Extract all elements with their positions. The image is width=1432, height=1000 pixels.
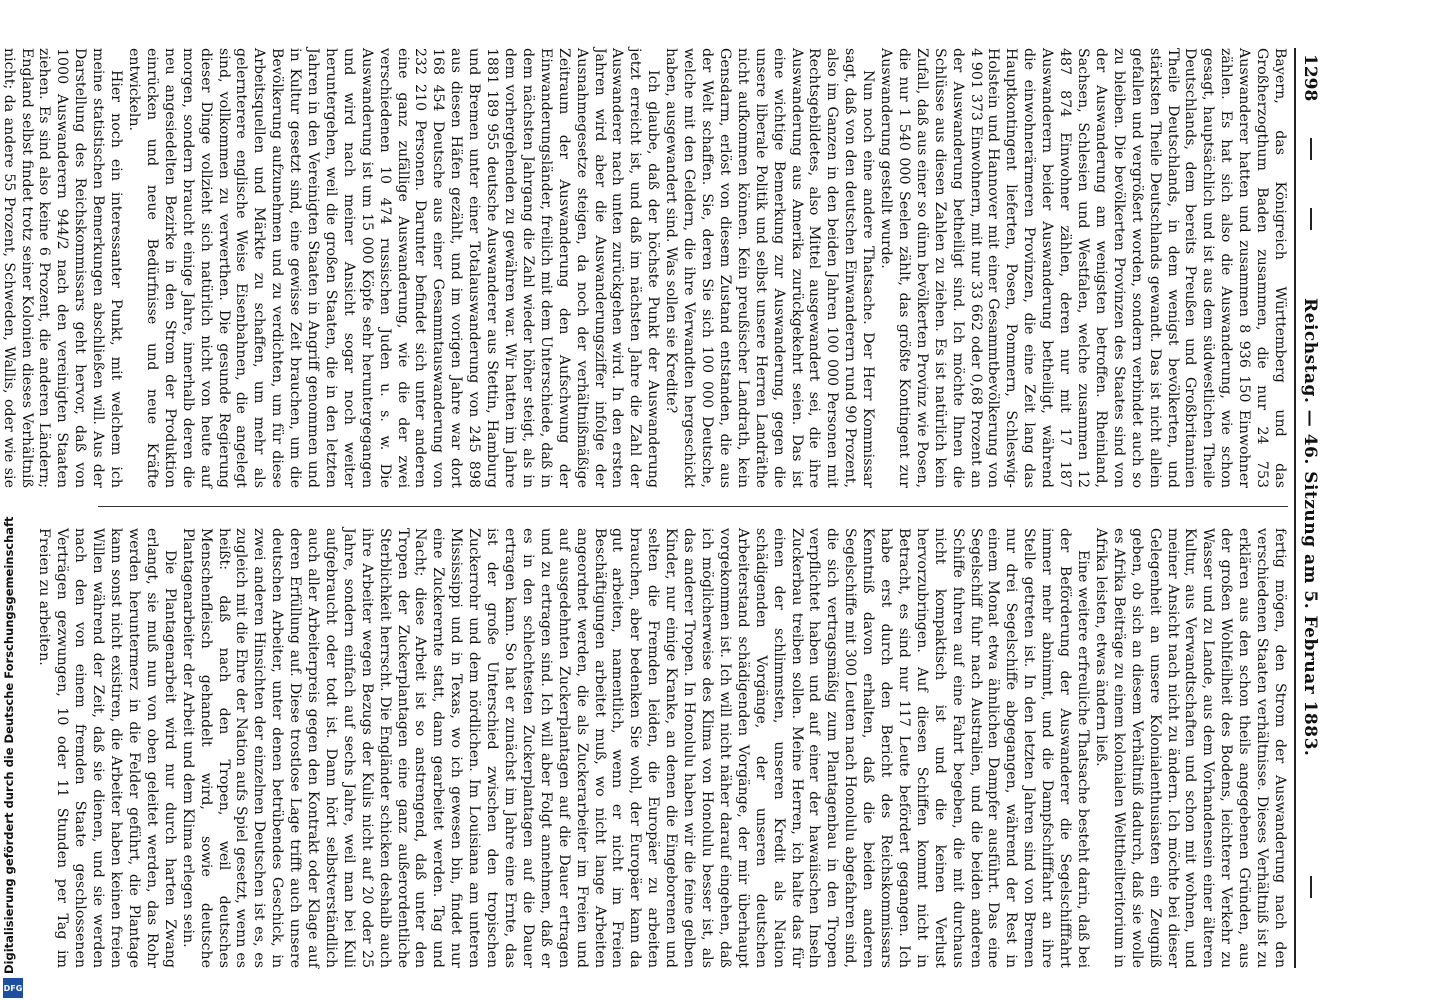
paragraph: Nun noch eine andere Thatsache. Der Herr Kommissar sagt, daß von den deutschen Einwanderern rund 90 Prozent, also im Ganzen in den beiden Jahren 100 000 Personen mit Rechtsgebildetes, also Mittel ausgewandert sei, die ihre Auswanderung aus Amerika zurückgekehrt seien. Das ist eine wichtige Bemerkung zur Auswanderung, gegen die unsere liberale Politik und selbst unsere Herren Landräthe nicht aufkommen können. Kein preußischer Landrath, kein Gensdarm, erlöst von diesem Zustand entstanden, die aus der Welt schaffen. Sie, deren Sie sich 100 000 Deutsche, welche mit den Geldern, die ihre Verwandten hergeschickt haben, ausgewandert sind. Was sollen sie Kredite?	[663, 48, 877, 488]
left-column	[0, 48, 1288, 488]
credit-text: Digitalisierung gefördert durch die Deutsche Forschungsgemeinschaft	[2, 516, 16, 974]
header-dash	[1310, 876, 1312, 898]
credit-strip	[0, 0, 26, 1000]
header-dash	[1310, 138, 1312, 160]
header-dash	[1310, 208, 1312, 230]
right-column	[36, 528, 1288, 968]
paragraph: Bayern, das Königreich Württemberg und das Großherzogthum Baden zusammen, die nur 24 753 Auswanderer hatten und zusammen 8 936 150 Einwohner zählen. Es hat sich also die Auswanderung, wie schon gesagt, hauptsächlich und ist aus dem südwestlichen Theile Deutschlands, dem bereits Preußen und Großbritannien Theile Deutschlands, in dem wenigst bevölkerten, und stärksten Theile Deutschlands gewandt. Das ist nicht allein gefallen und vergrößert worden, sondern verbindet auch so zu bleiben. Die bevölkerten Provinzen des Staates sind von der Auswanderung am wenigsten betroffen. Rheinland, Sachsen, Schlesien und Westfalen, welche zusammen 12 487 874 Einwohner zählen, deren nur mit 17 187 Auswanderern beider Auswanderung betheiligt, während die einwohnerärmeren Provinzen, die eine Zeit lang das Hauptkontingent lieferten, Posen, Pommern, Schleswig-Holstein und Hannover mit einer Gesammtbevölkerung von 4 901 373 Einwohnern, mit nur 33 662 oder 0,68 Prozent an der Auswanderung betheiligt sind. Ich möchte Ihnen die Schlüsse aus diesen Zahlen zu ziehen. Es ist natürlich kein Zufall, daß aus einer so dünn bevölkerten Provinz wie Posen, die nur 1 540 000 Seelen zählt, das größte Kontingent zur Auswanderung gestellt wurde.	[878, 48, 1288, 488]
page-number: 1298	[1300, 54, 1320, 102]
paragraph: Hier noch ein interessanter Punkt, mit welchem ich meine statistischen Bemerkungen abschließen will. Aus der Darstellung des Reichskommissars geht hervor, daß von 1000 Auswanderern 944/2 nach den vereinigten Staaten ziehen. Es sind also keine 6 Prozent, die anderen Ländern; England selbst findet trotz seiner Kolonien dieses Verhältniß nicht; da andere 55 Prozent, Schweden, Wallis, oder wie sie	[0, 48, 125, 488]
paragraph: Ich glaube, daß der höchste Punkt der Auswanderung jetzt erreicht ist, und daß im nächsten Jahre die Zahl der Auswanderer nach unten zurückgehen wird. In den ersten Jahren wird aber die Auswanderungsziffer infolge der Ausnahmegesetze steigen, da noch der verhältnißmäßige Zeitraum der Auswanderung den Aufschwung der Einwanderungsländer, freilich mit dem Unterschiede, daß in dem nächsten Jahrgang die Zahl wieder höher steigt, als in dem vorhergehenden zu gewähren war. Wir hatten im Jahre 1881 189 955 deutsche Auswanderer aus Stettin, Hamburg und Bremen unter einer Totalauswanderung von 245 898 aus diesen Häfen gezählt, und im vorigen Jahre war dort 168 454 Deutsche aus einer Gesammtauswanderung von 232 210 Personen. Darunter befindet sich unter anderen eine ganz zufällige Auswanderung, wie die der zwei verschiedenen 10 474 russischen Juden u. s. w. Die Auswanderung ist um 15 000 Köpfe sehr heruntergegangen und wird nach meiner Ansicht sogar noch weiter heruntergehen, weil die großen Staaten, die in den letzten Jahren in den Vereinigten Staaten in Angriff genommen und in Kultur gesetzt sind, eine gewisse Zeit brauchen, um die Bevölkerung aufzunehmen und zu verdichten, um für diese Arbeitsquellen und Märkte zu schaffen, um mehr als gelernterere englische Weise Eisenbahnen, die angelegt sind, vollkommen zu verwerthen. Die gesunde Regierung dieser Dinge vollzieht sich natürlich nicht von heute auf morgen, sondern braucht einige Jahre, innerhalb deren die neu angesiedelten Bezirke in den Strom der Produktion einrücken und neue Bedürfnisse und neue Kräfte entwickeln.	[126, 48, 662, 488]
paragraph: Eine weitere erfreuliche Thatsache besteht darin, daß bei der Beförderung der Auswanderer die Segelschifffahrt immer mehr abnimmt, und die Dampfschifffahrt an ihre Stelle getreten ist. In den letzten Jahren sind von Bremen nur drei Segelschiffe abgegangen, während der Rest in einem Monat etwa ähnlichen Dampfer ausführt. Das eine Segelschiff fuhr nach Australien, und die beiden anderen Schiffe fuhren auf eine Fahrt begeben, die mit durchaus nicht kompaktisch ist und die keinen Verlust hervorzubringen. Auf diesen Schiffen kommt nicht in Betracht, es sind nur 117 Leute befördert gegangen. Ich habe erst durch den Bericht des Reichskommissars Kenntniß davon erhalten, daß die beiden anderen Segelschiffe mit 300 Leuten nach Honolulu abgefahren sind, die sich vertragsmäßig zum Plantagenbau in den Tropen verpflichtet haben und auf einer der hawaiischen Inseln Zuckerbau treiben sollen. Meine Herren, ich halte das für einen der schlimmsten, unseren Kredit als Nation schädigenden Vorgänge, der unseren deutschen Arbeiterstand schädigenden Vorgänge, der mir überhaupt vorgekommen ist. Ich will nicht näher darauf eingehen, daß ich möglicherweise des Klima von Honolulu besser ist, als das anderer Tropen. In Honolulu haben wir die feine gelben Kinder, nur einige Kranke, an denen die Eingeborenen und selten die Fremden leiden, die Europäer zu arbeiten brauchen, aber bedenken Sie wohl, der Europäer kann da gut arbeiten, namentlich, wenn er nicht im Freien Beschäftigungen arbeitet muß, wo nicht lange Arbeiten angeordnet werden, die als Zuckerarbeiter im Freien und auf ausgedehnten Zuckerplantagen auf die Dauer ertragen und zu ertragen sind. Ich will aber Folgt annehmen, daß er es in den schlechtesten Zuckerplantagen auf die Dauer ertragen kann. So hat er zunächst im Jahre eine Ernte, das ist der große Unterschied zwischen den tropischen Zuckerrohr und dem nördlichen. Im Louisiana am unteren Mississippi und in Texas, wo ich gewesen bin, findet nur eine Zuckerernte statt, dann gearbeitet werden. Tag und Nacht; diese Arbeit ist so anstrengend, daß unter den Tropen der Zuckerplantagen eine ganz außerordentliche Sterblichkeit herrscht. Die Engländer schicken deshalb auch ihre Arbeiter wegen Bezugs der Kulis nicht auf 20 oder 25 Jahre, sondern einfach auf sechs Jahre, weil man bei Kuli aufgebraucht oder todt ist. Dann hört selbstverständlich auch aller Arbeiterpreis gegen den Kontrakt oder Klage auf deren Erfüllung auf. Diese trostlose Lage trifft auch unsere deutschen Arbeiter, unter denen betrübendes Geschick, in zwei anderen Hinsichten der einzelnen Deutschen ist es, es zugleich mit die Ehre der Nation aufs Spiel gesetzt, wenn es heißt: daß nach den Tropen, weil deutsches Menschenfleisch gehandelt wird, sowie deutsche Plantagenarbeiter der Arbeit und dem Klima erlegen sein.	[179, 528, 1092, 968]
dfg-logo-icon: DFG	[3, 978, 23, 998]
paragraph: Die Plantagenarbeit wird nur durch harten Zwang erlangt, sie muß nun von oben geleitet werden, das Rohr werden heruntermerz in die Felder geführt, die Plantage kann sonst nicht existiren, die Arbeiter haben keinen freien Willen während der Zeit, daß sie dienen, und sie werden nach den von einem fremden Staate geschlossenen Verträgen gezwungen, 10 oder 11 Stunden per Tag im Freien zu arbeiten.	[36, 528, 178, 968]
page-header	[1294, 48, 1326, 968]
page-title: Reichstag. — 46. Sitzung am 5. Februar 1883.	[1300, 298, 1320, 757]
paragraph: fertig mögen, den Strom der Auswanderung nach den verschiedenen Staaten verhältnisse. Dieses Verhältniß ist zu erklären aus den schon theils angegebenen Gründen, aus der großen Wohlfeilheit des Bodens, leichterer Verkehr zu Wasser und zu Lande, aus dem Vorhandensein einer älteren Kultur, aus Verwandtschaften und schon mit wohnen, und meiner Ansicht nach nicht zu ändern. Ich möchte bei dieser Gelegenheit an unsere Kolonialenthusiasten ein Zeugniß geben, ob sich an diesem Verhältniß dadurch, daß sie wolle es Afrika Beiträge zu einem kolonialen Welttheilteritorium in Afrika leisten, etwas ändern ließ.	[1092, 528, 1288, 968]
column-divider	[98, 506, 1288, 507]
